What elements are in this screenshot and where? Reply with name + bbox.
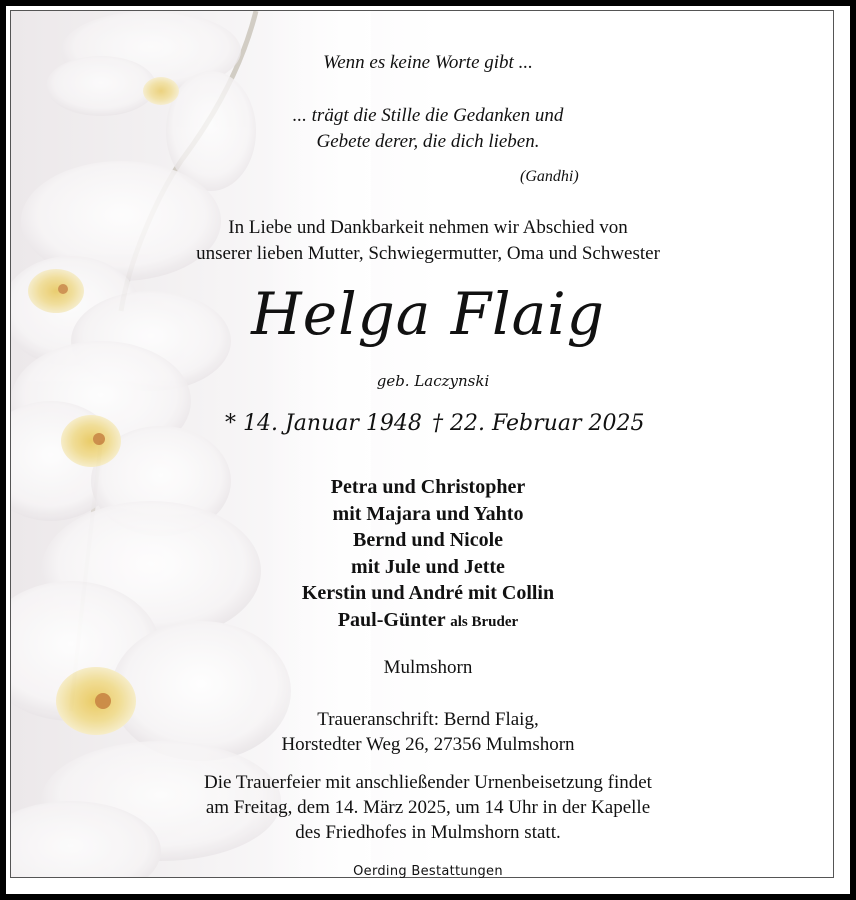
mourner-line-5: Kerstin und André mit Collin (301, 582, 555, 604)
death-date: † 22. Februar 2025 (432, 411, 645, 436)
place-text: Mulmshorn (383, 657, 473, 678)
mourner-brother-name: Paul-Günter (337, 608, 446, 631)
address-line-1: Traueranschrift: Bernd Flaig, (317, 709, 539, 730)
intro-line-1: In Liebe und Dankbarkeit nehmen wir Abschied von (228, 217, 628, 238)
quote-body (0, 103, 856, 155)
service-line-2: am Freitag, dem 14. März 2025, um 14 Uhr in der Kapelle (205, 797, 651, 818)
quote-attribution: (Gandhi) (520, 168, 579, 185)
address-line-2: Horstedter Weg 26, 27356 Mulmshorn (281, 734, 575, 755)
quote-line-3: Gebete derer, die dich lieben. (316, 131, 540, 152)
mourner-line-4: mit Jule und Jette (351, 555, 505, 578)
mourner-brother-suffix: als Bruder (450, 613, 519, 630)
mourner-line-6 (0, 607, 856, 636)
service-line-3: des Friedhofes in Mulmshorn statt. (295, 822, 561, 843)
intro-text (0, 215, 856, 267)
mourner-line-3: Bernd und Nicole (352, 529, 504, 551)
intro-line-2: unserer lieben Mutter, Schwiegermutter, Oma und Schwester (196, 243, 660, 264)
birth-date: * 14. Januar 1948 (225, 411, 422, 436)
maiden-name: geb. Laczynski (376, 372, 490, 390)
mourning-address (0, 707, 856, 757)
mourner-line-2: mit Majara und Yahto (332, 502, 524, 525)
deceased-name: Helga Flaig (251, 280, 605, 348)
mourners-list (0, 474, 856, 635)
service-line-1: Die Trauerfeier mit anschließender Urnenbeisetzung findet (204, 772, 652, 793)
quote-block (0, 52, 856, 74)
undertaker-name: Oerding Bestattungen (353, 864, 503, 879)
quote-line-1: Wenn es keine Worte gibt ... (323, 52, 533, 73)
quote-line-2: ... trägt die Stille die Gedanken und (292, 105, 564, 126)
mourner-line-1: Petra und Christopher (330, 476, 526, 498)
funeral-service-text (0, 770, 856, 845)
